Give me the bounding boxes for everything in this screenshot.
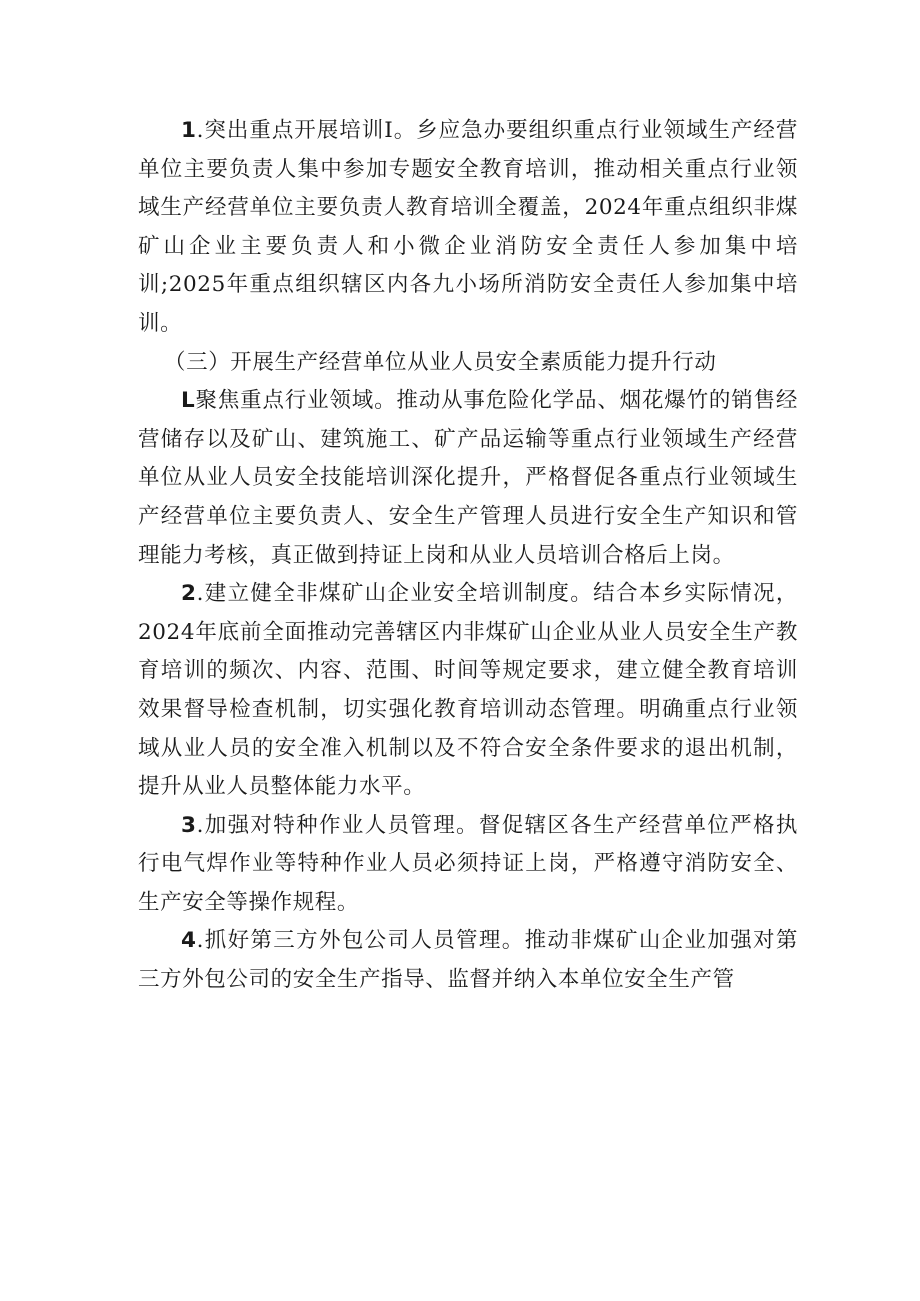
paragraph-number: 3 <box>181 812 197 838</box>
paragraph-number: L <box>181 388 196 414</box>
paragraph-key-industries <box>138 382 798 575</box>
section-heading: （三）开展生产经营单位从业人员安全素质能力提升行动 <box>164 349 717 375</box>
paragraph-number: 2 <box>181 581 197 607</box>
paragraph-text: .抓好第三方外包公司人员管理。推动非煤矿山企业加强对第三方外包公司的安全生产指导、监督并纳入本单位安全生产管 <box>138 928 798 993</box>
paragraph-text: .突出重点开展培训I。乡应急办要组织重点行业领域生产经营单位主要负责人集中参加专题安全教育培训，推动相关重点行业领域生产经营单位主要负责人教育培训全覆盖，2024年重点组织非煤矿山企业主要负责人和小微企业消防安全责任人参加集中培训;2025年重点组织辖区内各九小场所消防安全责任人参加集中培训。 <box>138 118 798 336</box>
document-body <box>138 112 798 1000</box>
paragraph-number: 4 <box>181 928 197 954</box>
paragraph-special-operators <box>138 807 798 923</box>
paragraph-text: 聚焦重点行业领域。推动从事危险化学品、烟花爆竹的销售经营储存以及矿山、建筑施工、矿产品运输等重点行业领域生产经营单位从业人员安全技能培训深化提升，严格督促各重点行业领域生产经营单位主要负责人、安全生产管理人员进行安全生产知识和管理能力考核，真正做到持证上岗和从业人员培训合格后上岗。 <box>138 388 798 568</box>
paragraph-number: 1 <box>181 118 197 143</box>
paragraph-text: .加强对特种作业人员管理。督促辖区各生产经营单位严格执行电气焊作业等特种作业人员必须持证上岗，严格遵守消防安全、生产安全等操作规程。 <box>138 812 798 915</box>
paragraph-outsourced-staff <box>138 922 798 999</box>
paragraph-mine-training-system <box>138 575 798 807</box>
paragraph-focus-training <box>138 112 798 344</box>
paragraph-text: .建立健全非煤矿山企业安全培训制度。结合本乡实际情况，2024年底前全面推动完善辖区内非煤矿山企业从业人员安全生产教育培训的频次、内容、范围、时间等规定要求，建立健全教育培训效果督导检查机制，切实强化教育培训动态管理。明确重点行业领域从业人员的安全准入机制以及不符合安全条件要求的退出机制，提升从业人员整体能力水平。 <box>138 581 798 800</box>
